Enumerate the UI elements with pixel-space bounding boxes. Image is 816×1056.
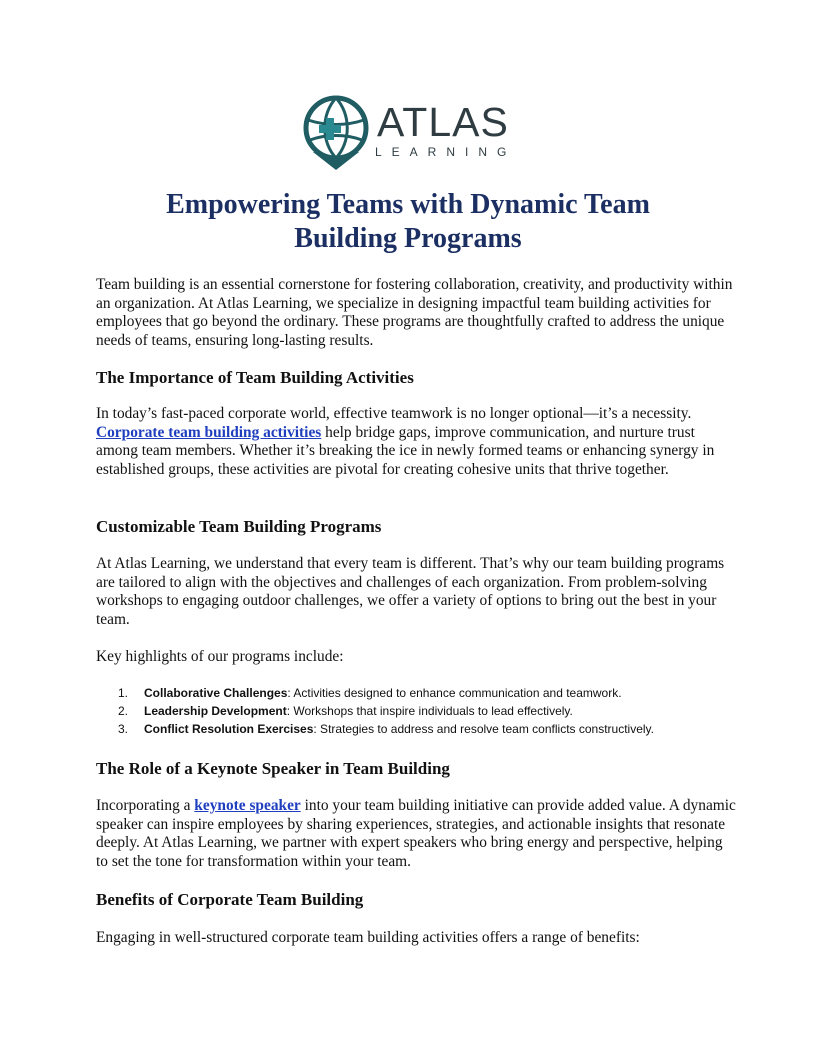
list-item-description: : Strategies to address and resolve team conflicts constructively. bbox=[313, 722, 654, 736]
corporate-team-building-link[interactable]: Corporate team building activities bbox=[96, 423, 322, 441]
heading-importance: The Importance of Team Building Activities bbox=[96, 368, 414, 387]
logo-wordmark: ATLAS bbox=[377, 99, 509, 145]
list-item bbox=[96, 684, 654, 702]
keynote-text-before: Incorporating a bbox=[96, 797, 195, 814]
customizable-paragraph: At Atlas Learning, we understand that every team is different. That’s why our team building programs are tailored to align with the objectives and challenges of each organization. From problem-solving workshops to engaging outdoor challenges, we offer a variety of options to bring out the best in your team. bbox=[96, 555, 725, 628]
page-title bbox=[96, 188, 720, 256]
highlights-intro: Key highlights of our programs include: bbox=[96, 648, 344, 665]
keynote-speaker-link[interactable]: keynote speaker bbox=[194, 797, 301, 814]
importance-text-after: help bridge gaps, improve communication, and nurture trust among team members. Whether it’s breaking the ice in newly formed teams or enhancing synergy in established groups, these activities are pivotal for creating cohesive units that thrive together. bbox=[96, 423, 715, 478]
list-item-term: Collaborative Challenges bbox=[144, 686, 288, 700]
heading-keynote: The Role of a Keynote Speaker in Team Building bbox=[96, 759, 450, 778]
benefits-paragraph: Engaging in well-structured corporate team building activities offers a range of benefits: bbox=[96, 929, 640, 946]
list-item bbox=[96, 720, 654, 738]
list-item-term: Leadership Development bbox=[144, 704, 287, 718]
importance-paragraph bbox=[96, 405, 736, 479]
heading-benefits: Benefits of Corporate Team Building bbox=[96, 890, 364, 909]
list-item-description: : Workshops that inspire individuals to lead effectively. bbox=[286, 704, 573, 718]
atlas-learning-logo bbox=[301, 94, 516, 172]
heading-customizable: Customizable Team Building Programs bbox=[96, 517, 382, 536]
intro-paragraph: Team building is an essential cornerstone for fostering collaboration, creativity, and productivity within an organization. At Atlas Learning, we specialize in designing impactful team building activities for employees that go beyond the ordinary. These programs are thoughtfully crafted to address the unique needs of teams, ensuring long-lasting results. bbox=[96, 276, 733, 349]
logo-subtitle: LEARNING bbox=[375, 145, 517, 159]
keynote-paragraph bbox=[96, 797, 736, 871]
highlights-list bbox=[96, 684, 654, 738]
list-item-number: 1. bbox=[118, 686, 129, 700]
globe-pin-icon bbox=[301, 94, 371, 172]
importance-text-before: In today’s fast-paced corporate world, effective teamwork is no longer optional—it’s a necessity. bbox=[96, 405, 692, 422]
list-item-description: : Activities designed to enhance communication and teamwork. bbox=[287, 686, 622, 700]
keynote-text-after: into your team building initiative can provide added value. A dynamic speaker can inspire employees by sharing experiences, strategies, and actionable insights that resonate deeply. At Atlas Learning, we partner with expert speakers who bring energy and perspective, helping to set the tone for transformation within your team. bbox=[96, 797, 736, 870]
list-item-number: 3. bbox=[118, 722, 129, 736]
title-line-1: Empowering Teams with Dynamic Team bbox=[166, 189, 650, 220]
list-item-term: Conflict Resolution Exercises bbox=[144, 722, 314, 736]
list-item bbox=[96, 702, 654, 720]
title-line-2: Building Programs bbox=[294, 223, 522, 254]
list-item-number: 2. bbox=[118, 704, 129, 718]
